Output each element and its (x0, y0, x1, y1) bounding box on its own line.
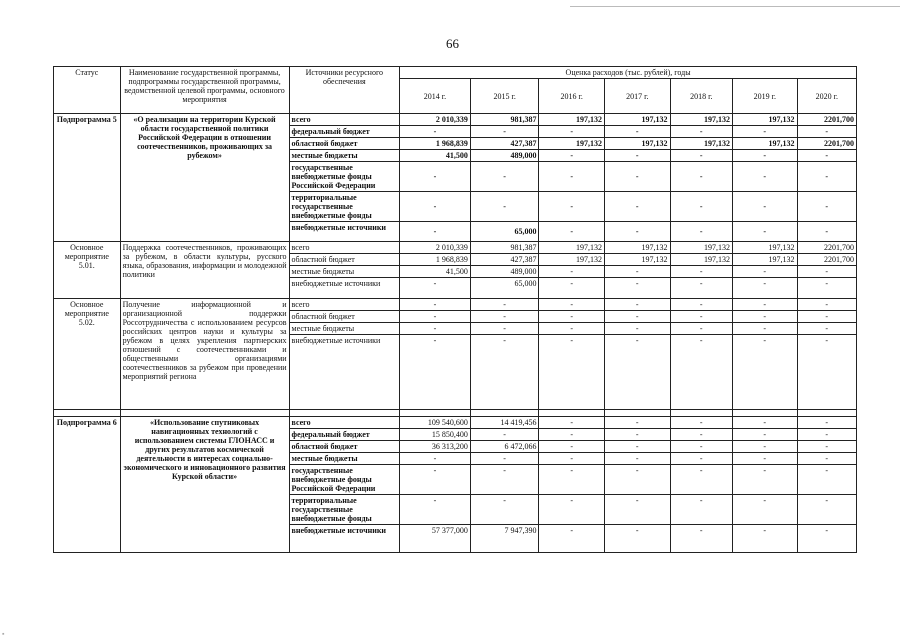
value-cell: - (539, 465, 605, 495)
value-cell: - (733, 429, 798, 441)
value-cell: - (670, 192, 732, 222)
value-cell: 197,132 (670, 254, 732, 266)
value-cell: - (733, 222, 798, 242)
value-cell: - (733, 162, 798, 192)
value-cell: - (470, 465, 539, 495)
value-cell: - (604, 525, 670, 553)
top-rule (570, 6, 900, 7)
source-cell: всего (289, 242, 400, 254)
status-cell: Подпрограмма 5 (54, 114, 121, 242)
value-cell: - (604, 278, 670, 299)
spacer-cell (120, 410, 289, 417)
source-cell: государственные внебюджетные фонды Российской Федерации (289, 162, 400, 192)
value-cell: - (670, 266, 732, 278)
value-cell: - (797, 465, 856, 495)
value-cell: 6 472,066 (470, 441, 539, 453)
value-cell: - (670, 465, 732, 495)
value-cell: 2201,700 (797, 242, 856, 254)
value-cell: - (733, 417, 798, 429)
value-cell: 427,387 (470, 254, 539, 266)
source-cell: внебюджетные источники (289, 278, 400, 299)
value-cell: - (797, 278, 856, 299)
spacer-cell (539, 410, 605, 417)
year-2015: 2015 г. (470, 79, 539, 114)
value-cell: - (470, 311, 539, 323)
source-cell: федеральный бюджет (289, 429, 400, 441)
value-cell: - (733, 192, 798, 222)
page-number: 66 (446, 36, 459, 51)
value-cell: - (670, 323, 732, 335)
value-cell: - (539, 453, 605, 465)
value-cell: - (400, 453, 471, 465)
value-cell: - (539, 299, 605, 311)
value-cell: - (733, 126, 798, 138)
value-cell: - (539, 150, 605, 162)
value-cell: 197,132 (604, 138, 670, 150)
value-cell: 7 947,390 (470, 525, 539, 553)
year-2016: 2016 г. (539, 79, 605, 114)
source-cell: областной бюджет (289, 254, 400, 266)
value-cell: - (604, 126, 670, 138)
value-cell: 2201,700 (797, 254, 856, 266)
value-cell: - (797, 525, 856, 553)
value-cell: 197,132 (604, 254, 670, 266)
table-row (54, 417, 857, 429)
value-cell: - (604, 192, 670, 222)
name-cell: «О реализации на территории Курской области государственной политики Российской Федерации в отношении соотечественников, проживающих за рубежом» (120, 114, 289, 242)
value-cell: - (400, 278, 471, 299)
value-cell: 197,132 (733, 254, 798, 266)
value-cell: - (670, 429, 732, 441)
value-cell: 2 010,339 (400, 242, 471, 254)
value-cell: - (797, 495, 856, 525)
spacer-cell (797, 410, 856, 417)
value-cell: 2201,700 (797, 114, 856, 126)
value-cell: - (604, 441, 670, 453)
value-cell: - (604, 429, 670, 441)
value-cell: - (470, 126, 539, 138)
value-cell: - (733, 335, 798, 410)
value-cell: 197,132 (670, 114, 732, 126)
value-cell: - (470, 299, 539, 311)
value-cell: 197,132 (604, 114, 670, 126)
value-cell: - (797, 417, 856, 429)
value-cell: - (797, 126, 856, 138)
value-cell: - (733, 441, 798, 453)
value-cell: 197,132 (539, 254, 605, 266)
source-cell: внебюджетные источники (289, 525, 400, 553)
value-cell: - (733, 299, 798, 311)
value-cell: 197,132 (539, 242, 605, 254)
spacer-cell (604, 410, 670, 417)
value-cell: 981,387 (470, 114, 539, 126)
value-cell: - (733, 525, 798, 553)
source-cell: местные бюджеты (289, 266, 400, 278)
value-cell: - (604, 453, 670, 465)
source-cell: внебюджетные источники (289, 335, 400, 410)
value-cell: - (400, 162, 471, 192)
value-cell: - (733, 278, 798, 299)
value-cell: - (670, 126, 732, 138)
value-cell: 41,500 (400, 150, 471, 162)
value-cell: 15 850,400 (400, 429, 471, 441)
value-cell: - (539, 441, 605, 453)
value-cell: - (470, 453, 539, 465)
value-cell: 197,132 (733, 114, 798, 126)
value-cell: - (470, 192, 539, 222)
value-cell: - (539, 495, 605, 525)
header-status: Статус (54, 67, 121, 114)
table-row (54, 114, 857, 126)
value-cell: - (400, 465, 471, 495)
value-cell: - (400, 495, 471, 525)
source-cell: областной бюджет (289, 441, 400, 453)
value-cell: - (797, 162, 856, 192)
value-cell: - (539, 222, 605, 242)
value-cell: - (400, 126, 471, 138)
value-cell: 197,132 (604, 242, 670, 254)
value-cell: - (670, 311, 732, 323)
value-cell: 981,387 (470, 242, 539, 254)
value-cell: - (400, 192, 471, 222)
source-cell: местные бюджеты (289, 150, 400, 162)
value-cell: - (470, 335, 539, 410)
value-cell: - (604, 335, 670, 410)
source-cell: территориальные государственные внебюджетные фонды (289, 192, 400, 222)
value-cell: 36 313,200 (400, 441, 471, 453)
value-cell: - (797, 441, 856, 453)
value-cell: - (670, 495, 732, 525)
value-cell: 489,000 (470, 266, 539, 278)
value-cell: - (797, 323, 856, 335)
value-cell: - (539, 266, 605, 278)
value-cell: - (797, 192, 856, 222)
value-cell: - (733, 323, 798, 335)
value-cell: - (797, 429, 856, 441)
value-cell: - (400, 311, 471, 323)
value-cell: - (539, 278, 605, 299)
source-cell: территориальные государственные внебюджетные фонды (289, 495, 400, 525)
source-cell: всего (289, 114, 400, 126)
header-name: Наименование государственной программы, подпрограммы государственной программы, ведомственной целевой программы, основного мероприятия (120, 67, 289, 114)
value-cell: - (670, 150, 732, 162)
value-cell: - (733, 465, 798, 495)
value-cell: 65,000 (470, 278, 539, 299)
value-cell: - (604, 417, 670, 429)
value-cell: - (604, 299, 670, 311)
value-cell: - (733, 150, 798, 162)
value-cell: 1 968,839 (400, 138, 471, 150)
value-cell: - (670, 222, 732, 242)
value-cell: - (670, 525, 732, 553)
status-cell: Основное мероприятие 5.01. (54, 242, 121, 299)
value-cell: 197,132 (539, 114, 605, 126)
value-cell: - (604, 162, 670, 192)
name-cell: «Использование спутниковых навигационных технологий с использованием системы ГЛОНАСС и других результатов космической деятельности в интересах социально-экономического и инновационного развития Курской области» (120, 417, 289, 553)
header-sources: Источники ресурсного обеспечения (289, 67, 400, 114)
value-cell: - (539, 429, 605, 441)
value-cell: 1 968,839 (400, 254, 471, 266)
value-cell: - (733, 311, 798, 323)
name-cell: Поддержка соотечественников, проживающих за рубежом, в области культуры, русского языка, образования, информации и молодежной политики (120, 242, 289, 299)
value-cell: 109 540,600 (400, 417, 471, 429)
value-cell: - (604, 266, 670, 278)
source-cell: областной бюджет (289, 311, 400, 323)
value-cell: 2 010,339 (400, 114, 471, 126)
expenditure-table (53, 66, 857, 553)
value-cell: - (470, 429, 539, 441)
table-row (54, 299, 857, 311)
value-cell: - (400, 323, 471, 335)
source-cell: всего (289, 417, 400, 429)
table-header-row (54, 67, 857, 79)
value-cell: - (400, 222, 471, 242)
value-cell: - (670, 453, 732, 465)
source-cell: государственные внебюджетные фонды Российской Федерации (289, 465, 400, 495)
name-cell: Получение информационной и организационной поддержки Россотрудничества с использованием ресурсов российских центров науки и культуры за рубежом в целях укрепления партнерских отношений с соотечественниками и общественными организациями соотечественников за рубежом при проведении мероприятий региона (120, 299, 289, 410)
value-cell: - (604, 311, 670, 323)
value-cell: - (470, 162, 539, 192)
value-cell: 14 419,456 (470, 417, 539, 429)
year-2017: 2017 г. (604, 79, 670, 114)
value-cell: - (539, 192, 605, 222)
value-cell: - (733, 453, 798, 465)
value-cell: 41,500 (400, 266, 471, 278)
year-2018: 2018 г. (670, 79, 732, 114)
value-cell: - (670, 417, 732, 429)
year-2014: 2014 г. (400, 79, 471, 114)
value-cell: - (539, 417, 605, 429)
value-cell: 2201,700 (797, 138, 856, 150)
value-cell: 197,132 (670, 138, 732, 150)
value-cell: - (797, 222, 856, 242)
source-cell: федеральный бюджет (289, 126, 400, 138)
table-row (54, 242, 857, 254)
header-estimate: Оценка расходов (тыс. рублей), годы (400, 67, 857, 79)
value-cell: - (539, 311, 605, 323)
spacer-cell (54, 410, 121, 417)
scan-mark: ▪ (2, 630, 5, 638)
value-cell: - (539, 525, 605, 553)
year-2019: 2019 г. (733, 79, 798, 114)
source-cell: местные бюджеты (289, 453, 400, 465)
value-cell: - (670, 162, 732, 192)
source-cell: областной бюджет (289, 138, 400, 150)
value-cell: - (604, 150, 670, 162)
value-cell: - (604, 495, 670, 525)
value-cell: - (539, 126, 605, 138)
spacer-cell (400, 410, 471, 417)
spacer-cell (733, 410, 798, 417)
value-cell: - (470, 495, 539, 525)
spacer-cell (289, 410, 400, 417)
value-cell: - (539, 162, 605, 192)
value-cell: - (539, 335, 605, 410)
value-cell: - (604, 323, 670, 335)
value-cell: - (797, 299, 856, 311)
value-cell: - (670, 335, 732, 410)
value-cell: 65,000 (470, 222, 539, 242)
value-cell: - (733, 266, 798, 278)
status-cell: Основное мероприятие 5.02. (54, 299, 121, 410)
value-cell: 427,387 (470, 138, 539, 150)
status-cell: Подпрограмма 6 (54, 417, 121, 553)
value-cell: - (470, 323, 539, 335)
value-cell: 489,000 (470, 150, 539, 162)
value-cell: - (400, 299, 471, 311)
value-cell: 57 377,000 (400, 525, 471, 553)
value-cell: - (797, 150, 856, 162)
value-cell: 197,132 (670, 242, 732, 254)
value-cell: - (604, 222, 670, 242)
value-cell: - (670, 441, 732, 453)
source-cell: внебюджетные источники (289, 222, 400, 242)
year-2020: 2020 г. (797, 79, 856, 114)
spacer-row (54, 410, 857, 417)
value-cell: 197,132 (733, 242, 798, 254)
value-cell: - (797, 335, 856, 410)
value-cell: - (797, 453, 856, 465)
value-cell: - (670, 278, 732, 299)
source-cell: местные бюджеты (289, 323, 400, 335)
value-cell: - (539, 323, 605, 335)
value-cell: - (400, 335, 471, 410)
spacer-cell (470, 410, 539, 417)
value-cell: - (604, 465, 670, 495)
value-cell: 197,132 (539, 138, 605, 150)
value-cell: - (797, 266, 856, 278)
value-cell: - (797, 311, 856, 323)
value-cell: - (670, 299, 732, 311)
value-cell: - (733, 495, 798, 525)
value-cell: 197,132 (733, 138, 798, 150)
spacer-cell (670, 410, 732, 417)
source-cell: всего (289, 299, 400, 311)
